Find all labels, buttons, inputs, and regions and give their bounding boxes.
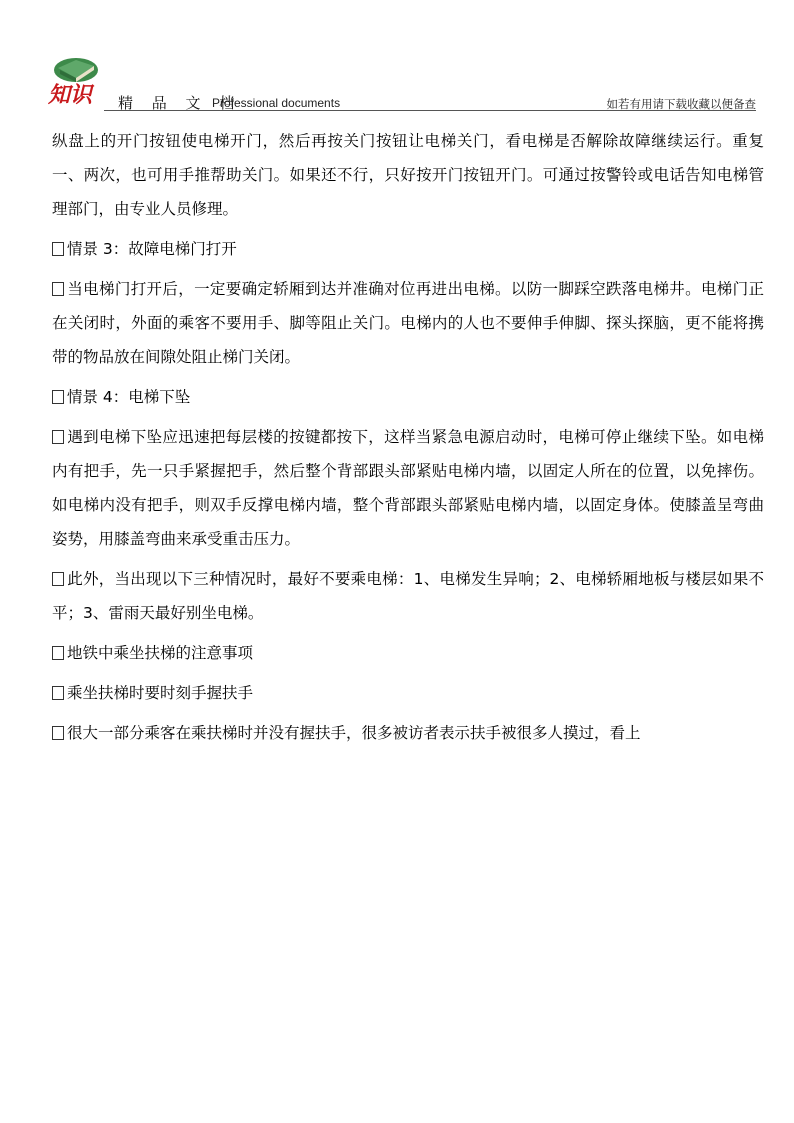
paragraph — [52, 716, 764, 750]
paragraph — [52, 272, 764, 374]
section-heading — [52, 636, 764, 670]
page-header — [0, 0, 794, 112]
svg-text:知识: 知识 — [48, 82, 93, 108]
header-title: 精 品 文 档 — [118, 94, 242, 112]
paragraph-text: 遇到电梯下坠应迅速把每层楼的按键都按下，这样当紧急电源启动时，电梯可停止继续下坠。如电梯内有把手，先一只手紧握把手，然后整个背部跟头部紧贴电梯内墙，以固定人所在的位置，以免摔伤。如电梯内没有把手，则双手反撑电梯内墙，整个背部跟头部紧贴电梯内墙，以固定身体。使膝盖呈弯曲姿势，用膝盖弯曲来承受重击压力。 — [52, 428, 764, 548]
paragraph-text: 纵盘上的开门按钮使电梯开门，然后再按关门按钮让电梯关门，看电梯是否解除故障继续运行。重复一、两次，也可用手推帮助关门。如果还不行，只好按开门按钮开门。可通过按警铃或电话告知电梯管理部门，由专业人员修理。 — [52, 132, 764, 218]
header-subtitle: Professional documents — [212, 96, 341, 110]
document-body — [52, 124, 764, 750]
checkbox-icon — [52, 646, 64, 660]
checkbox-icon — [52, 390, 64, 404]
checkbox-icon — [52, 726, 64, 740]
book-logo-icon — [46, 56, 104, 108]
paragraph-text: 很大一部分乘客在乘扶梯时并没有握扶手，很多被访者表示扶手被很多人摸过，看上 — [67, 724, 641, 742]
paragraph-text: 当电梯门打开后，一定要确定轿厢到达并准确对位再进出电梯。以防一脚踩空跌落电梯井。电梯门正在关闭时，外面的乘客不要用手、脚等阻止关门。电梯内的人也不要伸手伸脚、探头探脑，更不能将携带的物品放在间隙处阻止梯门关闭。 — [52, 280, 764, 366]
header-divider — [104, 110, 756, 111]
paragraph-text: 乘坐扶梯时要时刻手握扶手 — [67, 684, 254, 702]
checkbox-icon — [52, 686, 64, 700]
paragraph — [52, 420, 764, 556]
section-heading — [52, 380, 764, 414]
checkbox-icon — [52, 242, 64, 256]
paragraph-text: 情景 4：电梯下坠 — [67, 388, 191, 406]
checkbox-icon — [52, 572, 64, 586]
section-heading — [52, 676, 764, 710]
section-heading — [52, 232, 764, 266]
paragraph-text: 此外，当出现以下三种情况时，最好不要乘电梯：1、电梯发生异响；2、电梯轿厢地板与楼层如果不平；3、雷雨天最好别坐电梯。 — [52, 570, 764, 622]
checkbox-icon — [52, 430, 64, 444]
paragraph-text: 情景 3：故障电梯门打开 — [67, 240, 237, 258]
paragraph — [52, 562, 764, 630]
checkbox-icon — [52, 282, 64, 296]
paragraph — [52, 124, 764, 226]
paragraph-text: 地铁中乘坐扶梯的注意事项 — [67, 644, 254, 662]
header-note: 如若有用请下载收藏以便备查 — [606, 97, 756, 111]
